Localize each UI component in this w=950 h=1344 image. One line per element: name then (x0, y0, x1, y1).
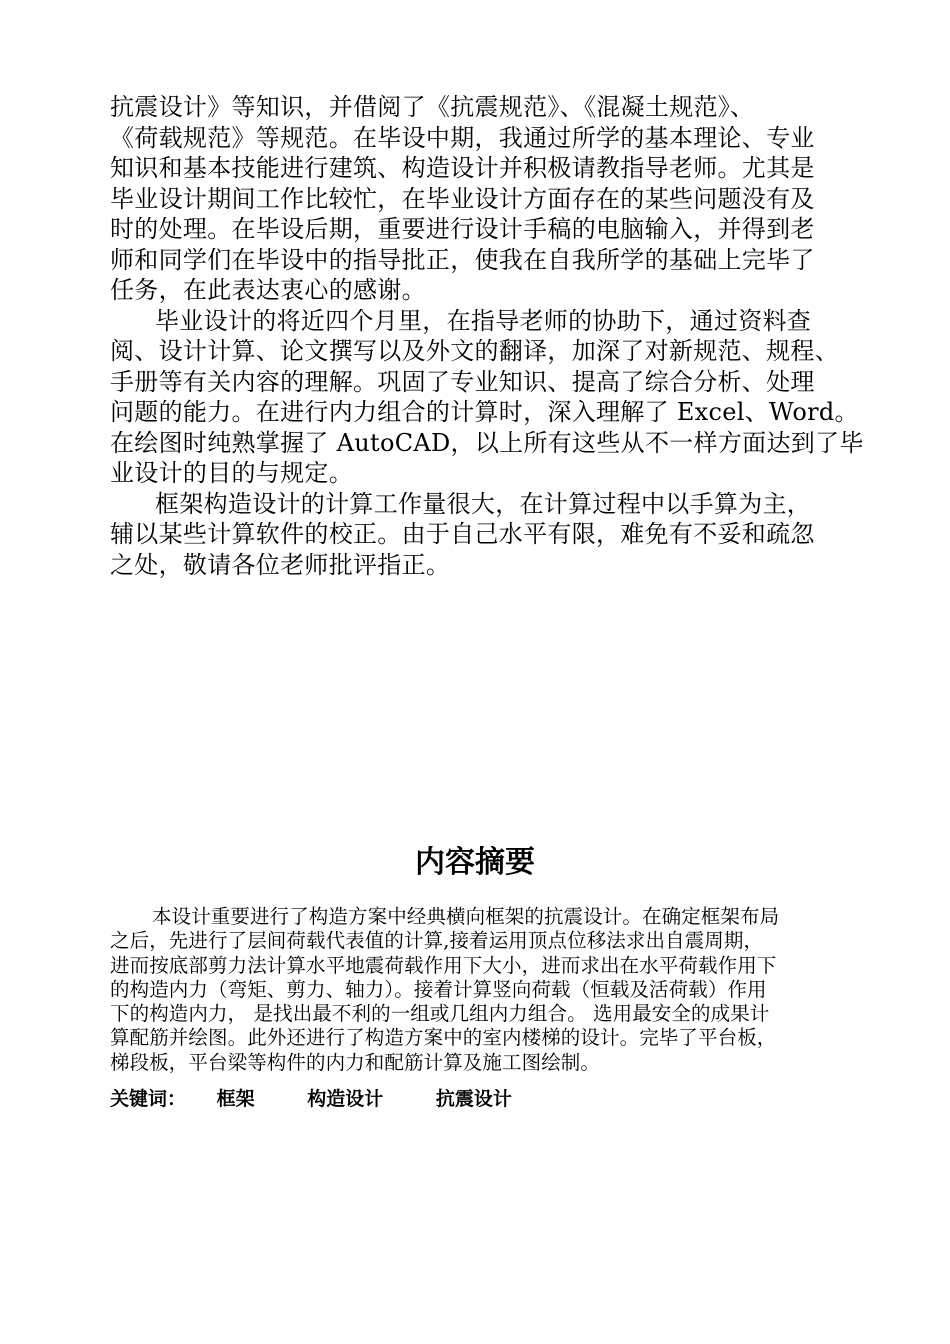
ack-line: 框架构造设计的计算工作量很大，在计算过程中以手算为主， (155, 489, 812, 518)
keywords-line (110, 1087, 558, 1111)
keyword: 框架 (216, 1088, 255, 1110)
abstract-body (110, 905, 870, 1075)
ack-line: 辅以某些计算软件的校正。由于自己水平有限，难免有不妥和疏忽 (110, 520, 815, 548)
ack-line: 阅、设计计算、论文撰写以及外文的翻译，加深了对新规范、规程、 (110, 337, 839, 365)
ack-line: 师和同学们在毕设中的指导批正，使我在自我所学的基础上完毕了 (110, 245, 815, 274)
ack-line: 抗震设计》等知识，并借阅了《抗震规范》、《混凝土规范》、 (110, 93, 755, 121)
ack-line: 毕业设计的将近四个月里，在指导老师的协助下，通过资料查 (155, 306, 812, 335)
ack-line: 毕业设计期间工作比较忙，在毕业设计方面存在的某些问题没有及 (110, 184, 815, 213)
abstract-line: 之后，先进行了层间荷载代表值的计算,接着运用顶点位移法求出自震周期， (110, 929, 764, 953)
ack-line: 问题的能力。在进行内力组合的计算时，深入理解了 Excel、Word。 (110, 398, 859, 426)
abstract-line: 算配筋并绘图。此外还进行了构造方案中的室内楼梯的设计。完毕了平台板， (110, 1026, 777, 1050)
abstract-title: 内容摘要 (415, 845, 535, 880)
ack-line: 《荷载规范》等规范。在毕设中期，我通过所学的基本理论、专业 (110, 123, 815, 152)
keywords-label: 关键词： (110, 1088, 187, 1110)
ack-line: 之处，敬请各位老师批评指正。 (110, 550, 451, 579)
keyword: 抗震设计 (435, 1088, 512, 1110)
abstract-line: 进而按底部剪力法计算水平地震荷载作用下大小，进而求出在水平荷载作用下 (110, 953, 777, 977)
abstract-line: 梯段板，平台梁等构件的内力和配筋计算及施工图绘制。 (110, 1050, 601, 1074)
abstract-line: 下的构造内力， 是找出最不利的一组或几组内力组合。 选用最安全的成果计 (110, 1002, 770, 1026)
ack-line: 任务，在此表达衷心的感谢。 (110, 276, 426, 304)
keyword: 构造设计 (307, 1088, 384, 1110)
ack-line: 在绘图时纯熟掌握了 AutoCAD，以上所有这些从不一样方面达到了毕 (110, 428, 864, 457)
ack-line: 知识和基本技能进行建筑、构造设计并积极请教指导老师。尤其是 (110, 154, 815, 182)
ack-line: 业设计的目的与规定。 (110, 459, 353, 487)
ack-line: 手册等有关内容的理解。巩固了专业知识、提高了综合分析、处理 (110, 367, 815, 396)
abstract-line: 的构造内力（弯矩、剪力、轴力）。接着计算竖向荷载（恒载及活荷载）作用 (110, 977, 767, 1001)
acknowledgement-section (110, 92, 870, 580)
abstract-line: 本设计重要进行了构造方案中经典横向框架的抗震设计。在确定框架布局 (152, 905, 780, 928)
ack-line: 时的处理。在毕设后期，重要进行设计手稿的电脑输入，并得到老 (110, 215, 815, 243)
